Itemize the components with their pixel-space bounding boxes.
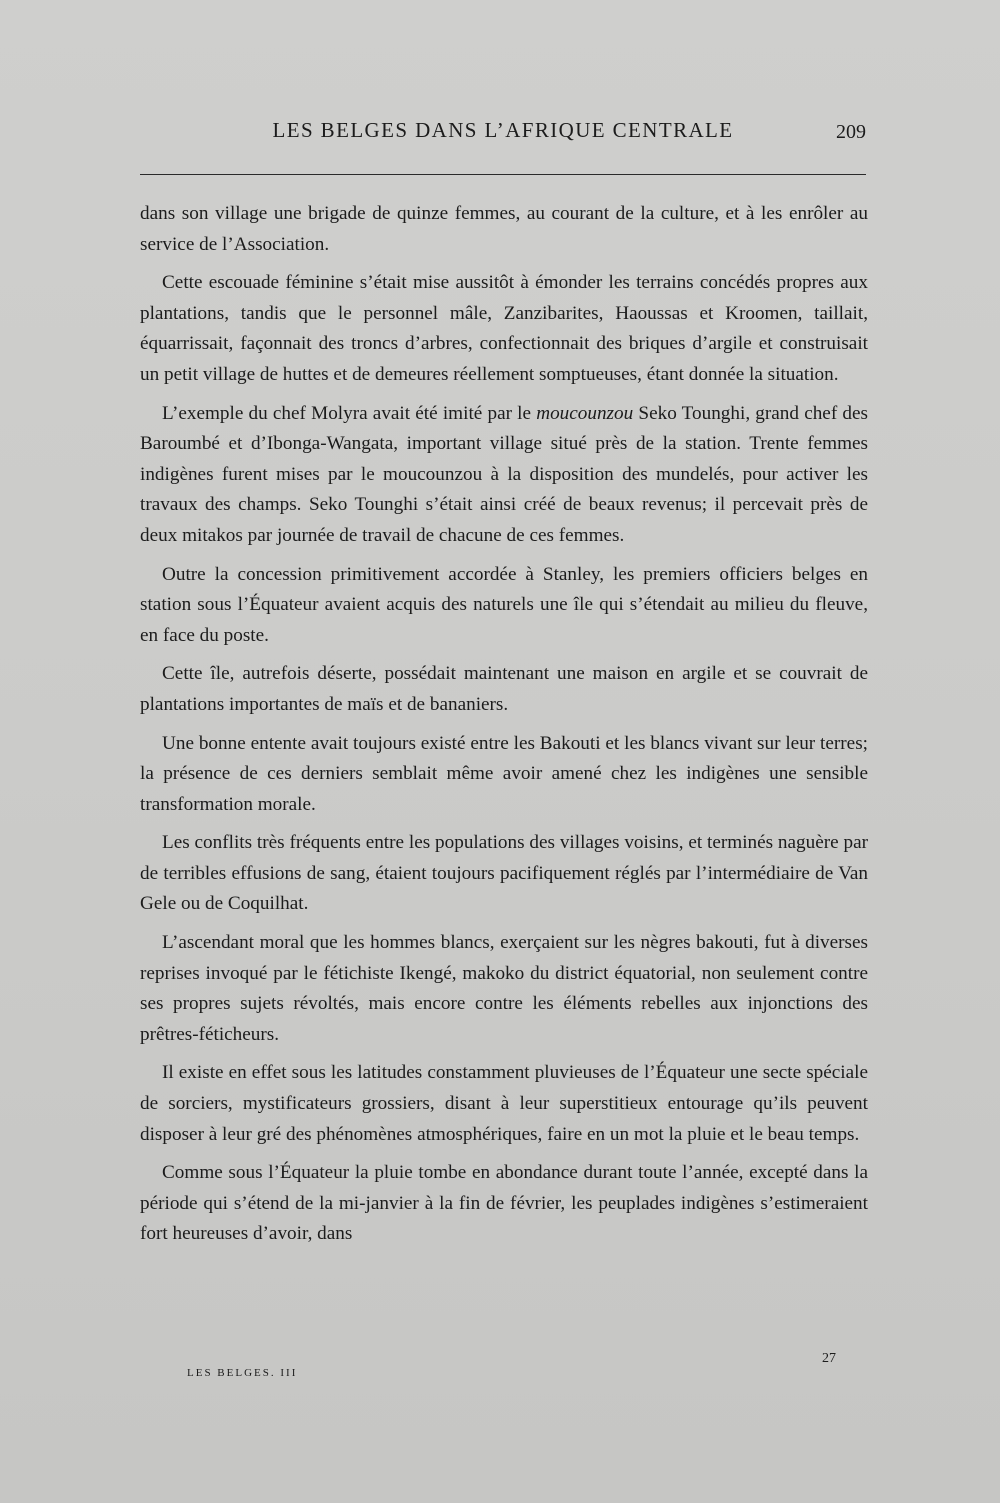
header-rule — [140, 174, 866, 175]
page-number: 209 — [836, 121, 866, 143]
paragraph-10-text: Comme sous l’Équateur la pluie tombe en abondance durant toute l’année, excepté dans la période qui s’étend de la mi-janvier à la fin de février, les peuplades indigènes s’estimeraient fort heureuses d’avoir, dans — [140, 1162, 868, 1245]
paragraph-9-text: Il existe en effet sous les latitudes constamment pluvieuses de l’Équateur une secte spéciale de sorciers, mystificateurs grossiers, disant à leur superstitieux entourage qu’ils peuvent disposer à leur gré des phénomènes atmosphériques, faire en un mot la pluie et le beau temps. — [140, 1062, 868, 1145]
paragraph-4-text: Outre la concession primitivement accordée à Stanley, les premiers officiers belges en station sous l’Équateur avaient acquis des naturels une île qui s’étendait au milieu du fleuve, en face du poste. — [140, 563, 868, 646]
paragraph-8-text: L’ascendant moral que les hommes blancs, exerçaient sur les nègres bakouti, fut à diverses reprises invoqué par le fétichiste Ikengé, makoko du district équatorial, non seulement contre ses propres sujets révoltés, mais encore contre les éléments rebelles aux injonctions des prêtres-féticheurs. — [140, 932, 868, 1045]
running-head — [140, 115, 866, 145]
signature-mark: LES BELGES. III — [187, 1367, 298, 1379]
paragraph-3-text-end: Seko Tounghi, grand chef des Baroumbé et d’Ibonga-Wangata, important village situé près de la station. Trente femmes indigènes furent mises par le moucounzou à la disposition des mundelés, pour activer les travaux des champs. Seko Tounghi s’était ainsi créé de beaux revenus; il percevait près de deux mitakos par journée de travail de chacune de ces femmes. — [140, 402, 868, 546]
paragraph-5 — [140, 659, 868, 720]
paragraph-1 — [140, 199, 868, 260]
body-text — [140, 199, 868, 1258]
paragraph-5-text: Cette île, autrefois déserte, possédait maintenant une maison en argile et se couvrait de plantations importantes de maïs et de bananiers. — [140, 663, 868, 715]
paragraph-2-text: Cette escouade féminine s’était mise aussitôt à émonder les terrains concédés propres aux plantations, tandis que le personnel mâle, Zanzibarites, Haoussas et Kroomen, taillait, équarrissait, façonnait des troncs d’arbres, confectionnait des briques d’argile et construisait un petit village de huttes et de demeures réellement somptueuses, étant donnée la situation. — [140, 272, 868, 385]
paragraph-7-text: Les conflits très fréquents entre les populations des villages voisins, et terminés naguère par de terribles effusions de sang, étaient toujours pacifiquement réglés par l’intermédiaire de Van Gele ou de Coquilhat. — [140, 832, 868, 915]
paragraph-1-text: dans son village une brigade de quinze femmes, au courant de la culture, et à les enrôler au service de l’Association. — [140, 203, 868, 255]
paragraph-2 — [140, 268, 868, 390]
sheet-number: 27 — [822, 1351, 836, 1366]
paragraph-3-italic-term: moucounzou — [536, 402, 634, 424]
running-title: LES BELGES DANS L’AFRIQUE CENTRALE — [272, 118, 734, 142]
paragraph-6 — [140, 729, 868, 821]
paragraph-7 — [140, 828, 868, 920]
paragraph-9 — [140, 1058, 868, 1150]
paragraph-8 — [140, 928, 868, 1050]
paragraph-10 — [140, 1158, 868, 1250]
paragraph-4 — [140, 560, 868, 652]
paragraph-3 — [140, 399, 868, 552]
paragraph-6-text: Une bonne entente avait toujours existé entre les Bakouti et les blancs vivant sur leur terres; la présence de ces derniers semblait même avoir amené chez les indigènes une sensible transformation morale. — [140, 732, 868, 815]
paragraph-3-text-start: L’exemple du chef Molyra avait été imité par le — [162, 402, 537, 424]
